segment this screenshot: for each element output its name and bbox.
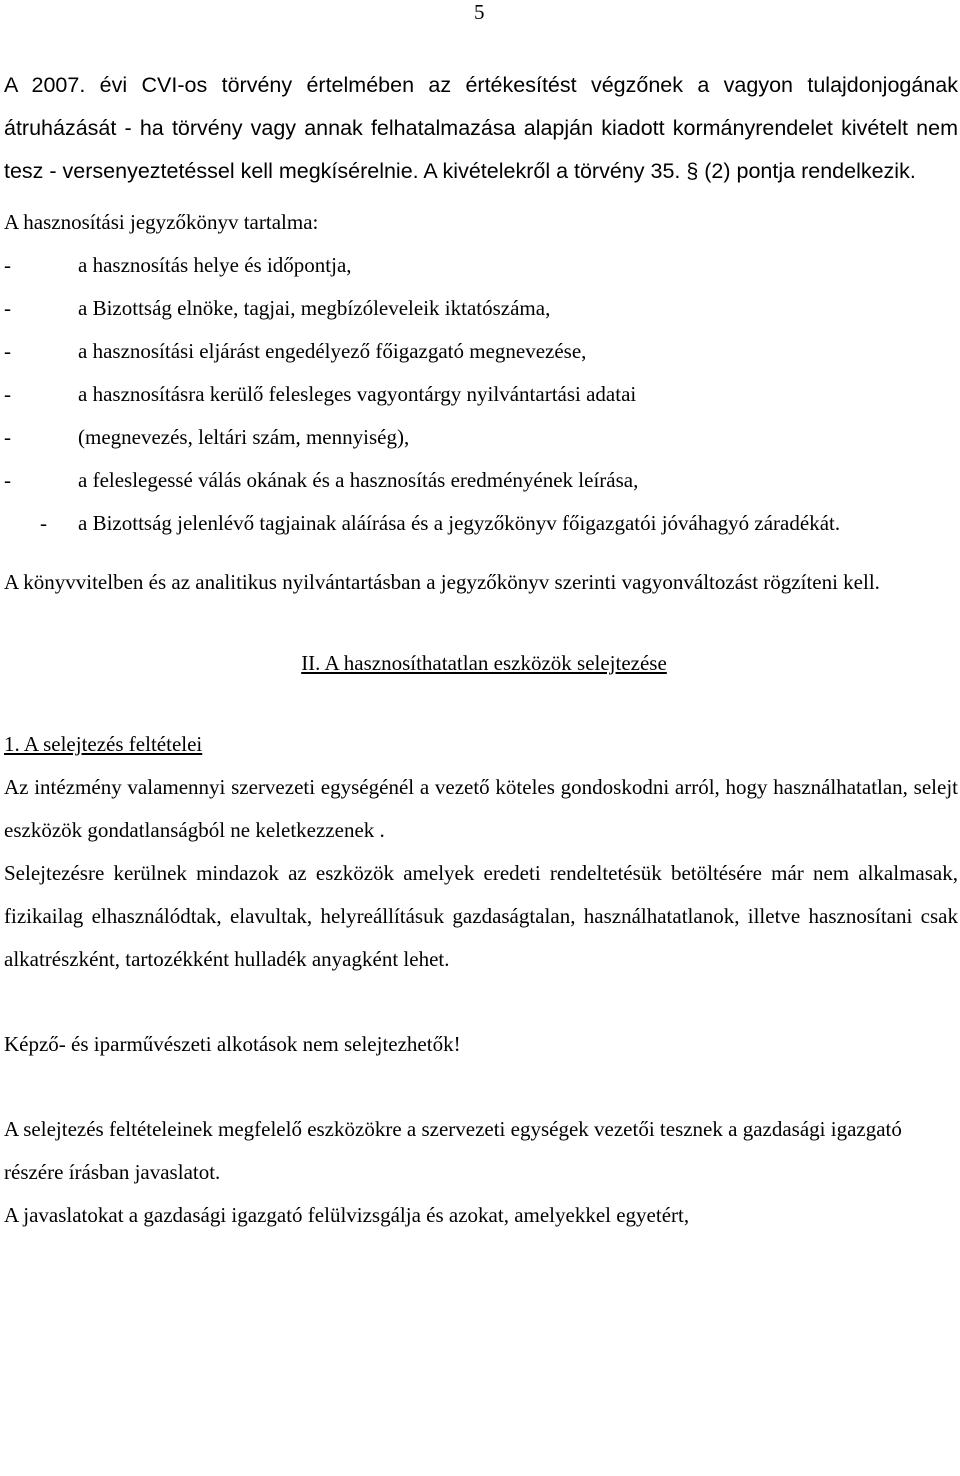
subsection-heading bbox=[4, 723, 958, 766]
list-item-text: a Bizottság elnöke, tagjai, megbízóleveleik iktatószáma, bbox=[78, 296, 551, 320]
paragraph-scrap-criteria: Selejtezésre kerülnek mindazok az eszközök amelyek eredeti rendeltetésük betöltésére már nem alkalmasak, fizikailag elhasználódtak, elavultak, helyreállításuk gazdaságtalan, használhatatlanok, illetve hasznosítani csak alkatrészként, tartozékként hulladék anyagként lehet. bbox=[4, 861, 958, 971]
list-item-text: a hasznosításra kerülő felesleges vagyontárgy nyilvántartási adatai bbox=[78, 382, 637, 406]
report-contents-list bbox=[4, 244, 958, 545]
list-dash: - bbox=[4, 468, 11, 492]
list-dash: - bbox=[4, 253, 11, 277]
paragraph-prevention: Az intézmény valamennyi szervezeti egységénél a vezető köteles gondoskodni arról, hogy használhatatlan, selejt eszközök gondatlanságból ne keletkezzenek . bbox=[4, 775, 958, 842]
page-number: 5 bbox=[474, 0, 485, 24]
list-item-text: (megnevezés, leltári szám, mennyiség), bbox=[78, 425, 410, 449]
list-item bbox=[4, 373, 958, 416]
list-item bbox=[4, 459, 958, 502]
list-dash: - bbox=[4, 425, 11, 449]
section-heading-text: II. A hasznosíthatatlan eszközök selejtezése bbox=[301, 651, 667, 675]
list-item bbox=[4, 416, 958, 459]
paragraph-review: A javaslatokat a gazdasági igazgató felülvizsgálja és azokat, amelyekkel egyetért, bbox=[4, 1203, 690, 1227]
subsection-heading-text: 1. A selejtezés feltételei bbox=[4, 732, 203, 756]
list-item bbox=[4, 330, 958, 373]
list-item-text: a Bizottság jelenlévő tagjainak aláírása és a jegyzőkönyv főigazgatói jóváhagyó záradékát. bbox=[78, 511, 841, 535]
list-dash: - bbox=[4, 296, 11, 320]
list-item bbox=[4, 287, 958, 330]
section-heading bbox=[4, 642, 958, 685]
list-item bbox=[4, 502, 958, 545]
list-dash: - bbox=[40, 511, 47, 535]
list-dash: - bbox=[4, 382, 11, 406]
document-body bbox=[4, 64, 958, 1237]
list-item-text: a feleslegessé válás okának és a hasznosítás eredményének leírása, bbox=[78, 468, 639, 492]
list-item bbox=[4, 244, 958, 287]
paragraph-art-exception: Képző- és iparművészeti alkotások nem selejtezhetők! bbox=[4, 1032, 461, 1056]
list-item-text: a hasznosítás helye és időpontja, bbox=[78, 253, 352, 277]
paragraph-proposal: A selejtezés feltételeinek megfelelő eszközökre a szervezeti egységek vezetői tesznek a gazdasági igazgató részére írásban javaslatot. bbox=[4, 1117, 902, 1184]
report-contents-heading: A hasznosítási jegyzőkönyv tartalma: bbox=[4, 210, 319, 234]
intro-paragraph: A 2007. évi CVI-os törvény értelmében az értékesítést végzőnek a vagyon tulajdonjogának átruházását - ha törvény vagy annak felhatalmazása alapján kiadott kormányrendelet kivételt nem tesz - versenyeztetéssel kell megkísérelnie. A kivételekről a törvény 35. § (2) pontja rendelkezik. bbox=[4, 73, 958, 183]
list-item-text: a hasznosítási eljárást engedélyező főigazgató megnevezése, bbox=[78, 339, 587, 363]
bookkeeping-paragraph: A könyvvitelben és az analitikus nyilvántartásban a jegyzőkönyv szerinti vagyonváltozást rögzíteni kell. bbox=[4, 570, 880, 594]
list-dash: - bbox=[4, 339, 11, 363]
